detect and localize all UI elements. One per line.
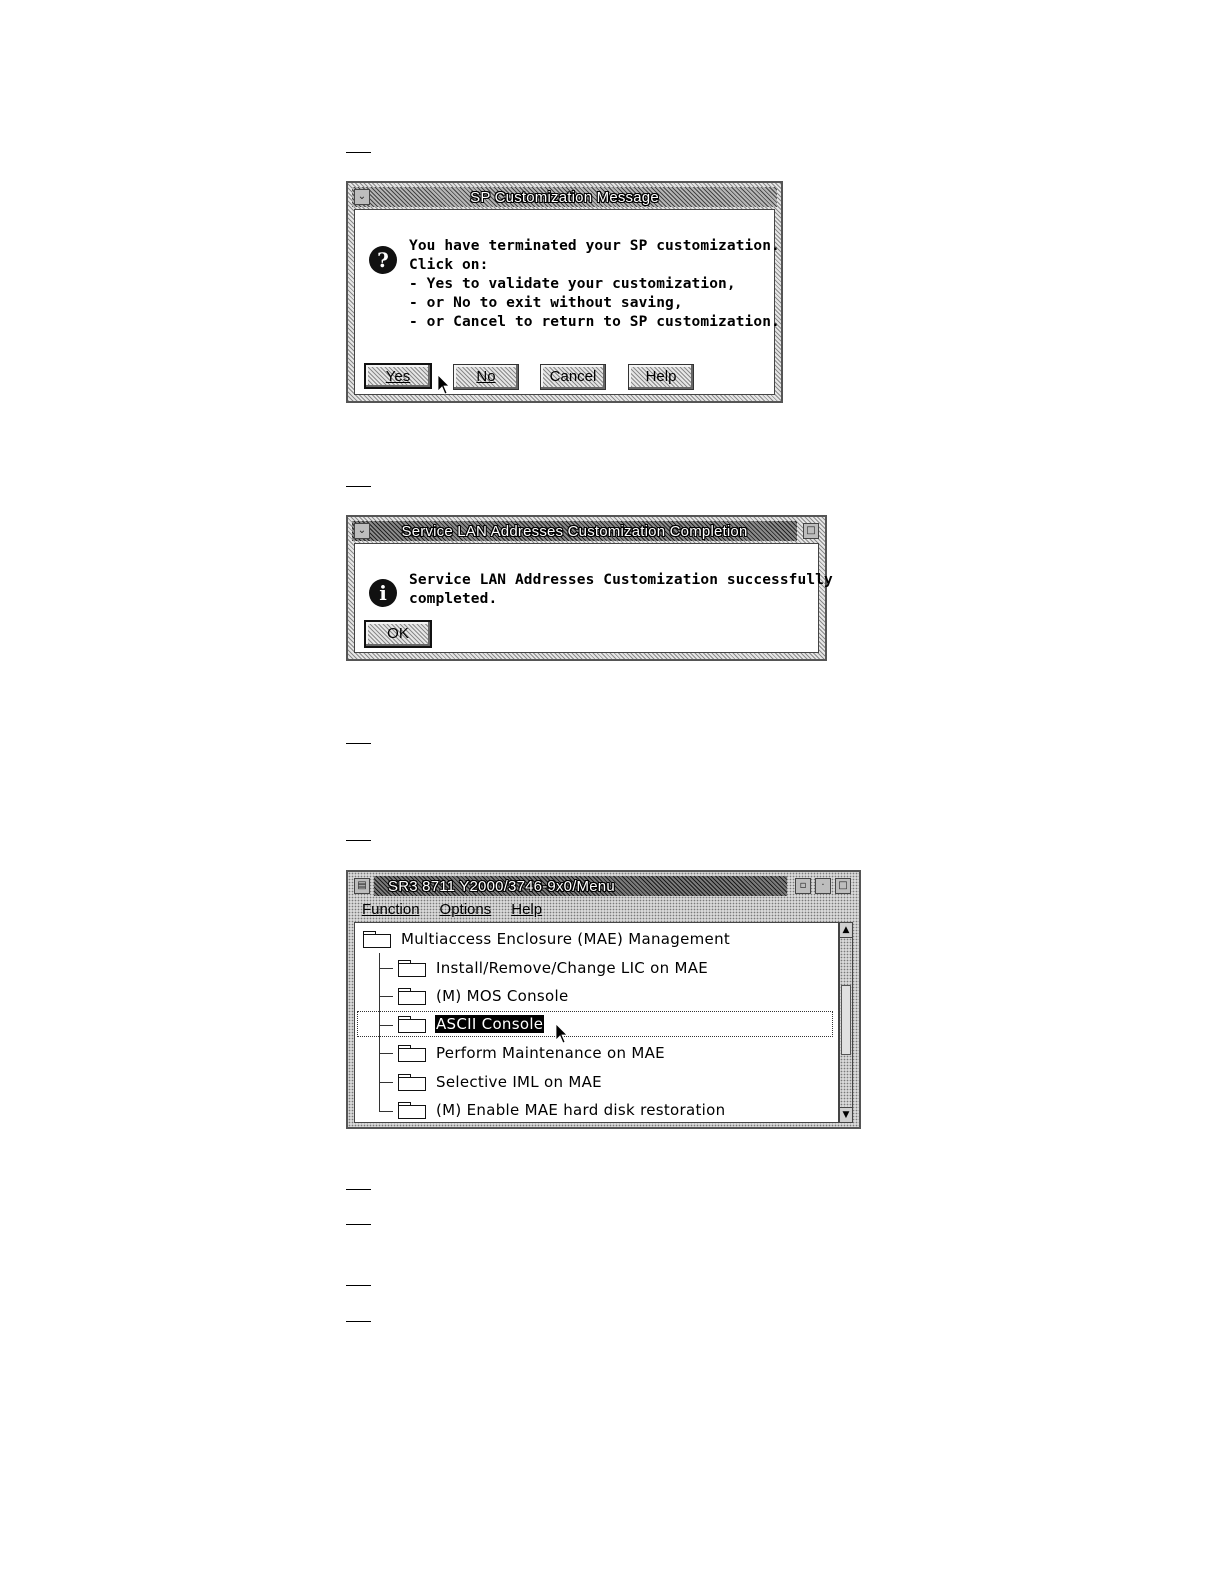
- mouse-pointer-icon: [437, 374, 451, 396]
- vertical-scrollbar[interactable]: [839, 922, 853, 1123]
- step-checkbox-line: [346, 486, 371, 487]
- folder-icon: [398, 988, 426, 1005]
- step-checkbox-line: [346, 1285, 371, 1286]
- tree-connector: [379, 996, 393, 997]
- cancel-button-label: Cancel: [549, 368, 597, 385]
- dialog-client-area: [354, 209, 780, 395]
- tree-root[interactable]: [363, 926, 731, 952]
- sp-customization-dialog: [346, 181, 783, 403]
- ok-button-label: OK: [387, 625, 409, 642]
- folder-icon: [398, 960, 426, 977]
- menu-options[interactable]: Options: [439, 900, 492, 918]
- tree-item-label: (M) Enable MAE hard disk restoration: [436, 1101, 726, 1119]
- mouse-pointer-icon: [555, 1023, 569, 1045]
- tree-item[interactable]: [398, 983, 570, 1009]
- tree-item-label: (M) MOS Console: [436, 987, 569, 1005]
- hide-icon[interactable]: ▫: [795, 878, 811, 894]
- window-title: SR3 8711 Y2000/3746-9x0/Menu: [388, 877, 615, 895]
- tree-item-label: Selective IML on MAE: [436, 1073, 602, 1091]
- tree-item-label: Perform Maintenance on MAE: [436, 1044, 665, 1062]
- dialog-message: You have terminated your SP customization. Click on: - Yes to validate your customization, - or No to exit without saving, - or Cancel to return to SP customization.: [409, 238, 780, 330]
- lan-completion-dialog: [346, 515, 833, 661]
- tree-view: [354, 922, 839, 1123]
- tree-item[interactable]: [398, 1097, 726, 1123]
- help-button-label: Help: [645, 368, 677, 385]
- step-checkbox-line: [346, 1224, 371, 1225]
- tree-connector: [379, 1111, 393, 1112]
- minimize-icon[interactable]: ·: [815, 878, 831, 894]
- step-checkbox-line: [346, 1189, 371, 1190]
- system-menu-icon[interactable]: ⌄: [354, 523, 370, 539]
- tree-connector: [379, 1053, 393, 1054]
- folder-icon: [398, 1102, 426, 1119]
- question-icon: ?: [369, 246, 397, 274]
- maximize-icon[interactable]: □: [835, 878, 851, 894]
- tree-item[interactable]: [398, 1069, 603, 1095]
- tree-item-label: Install/Remove/Change LIC on MAE: [436, 959, 709, 977]
- system-menu-icon[interactable]: ⌄: [354, 189, 370, 205]
- tree-connector: [379, 968, 393, 969]
- no-button-label: No: [476, 368, 496, 385]
- dialog-message: Service LAN Addresses Customization successfully completed.: [409, 572, 833, 607]
- step-checkbox-line: [346, 743, 371, 744]
- dialog-title: Service LAN Addresses Customization Completion: [401, 522, 748, 540]
- dialog-titlebar[interactable]: [352, 187, 777, 207]
- menu-bar: [352, 898, 855, 920]
- menu-window: [346, 870, 861, 1129]
- cancel-button[interactable]: [540, 364, 606, 390]
- tree-root-label: Multiaccess Enclosure (MAE) Management: [401, 930, 731, 948]
- scroll-thumb[interactable]: [841, 985, 851, 1055]
- scroll-down-icon[interactable]: ▼: [840, 1107, 852, 1122]
- maximize-icon[interactable]: □: [803, 523, 819, 539]
- ok-button[interactable]: [364, 620, 432, 648]
- dialog-titlebar[interactable]: [352, 521, 797, 541]
- system-menu-icon[interactable]: ▤: [354, 878, 370, 894]
- tree-item[interactable]: [398, 1040, 666, 1066]
- information-icon: i: [369, 579, 397, 607]
- menu-help[interactable]: Help: [511, 900, 543, 918]
- yes-button[interactable]: [364, 363, 432, 389]
- yes-button-label: Yes: [385, 368, 411, 385]
- help-button[interactable]: [628, 364, 694, 390]
- dialog-client-area: [354, 543, 833, 653]
- scroll-up-icon[interactable]: ▲: [840, 923, 852, 938]
- tree-item-selected[interactable]: [357, 1011, 833, 1037]
- tree-item-label: ASCII Console: [436, 1015, 544, 1033]
- folder-icon: [398, 1016, 426, 1033]
- no-button[interactable]: [453, 364, 519, 390]
- step-checkbox-line: [346, 840, 371, 841]
- folder-icon: [398, 1074, 426, 1091]
- folder-icon: [398, 1045, 426, 1062]
- folder-icon: [363, 931, 391, 948]
- menu-function[interactable]: Function: [362, 900, 420, 918]
- tree-connector: [379, 1082, 393, 1083]
- step-checkbox-line: [346, 152, 371, 153]
- tree-item[interactable]: [398, 955, 709, 981]
- step-checkbox-line: [346, 1321, 371, 1322]
- window-titlebar[interactable]: [374, 876, 787, 896]
- dialog-title: SP Customization Message: [470, 188, 659, 206]
